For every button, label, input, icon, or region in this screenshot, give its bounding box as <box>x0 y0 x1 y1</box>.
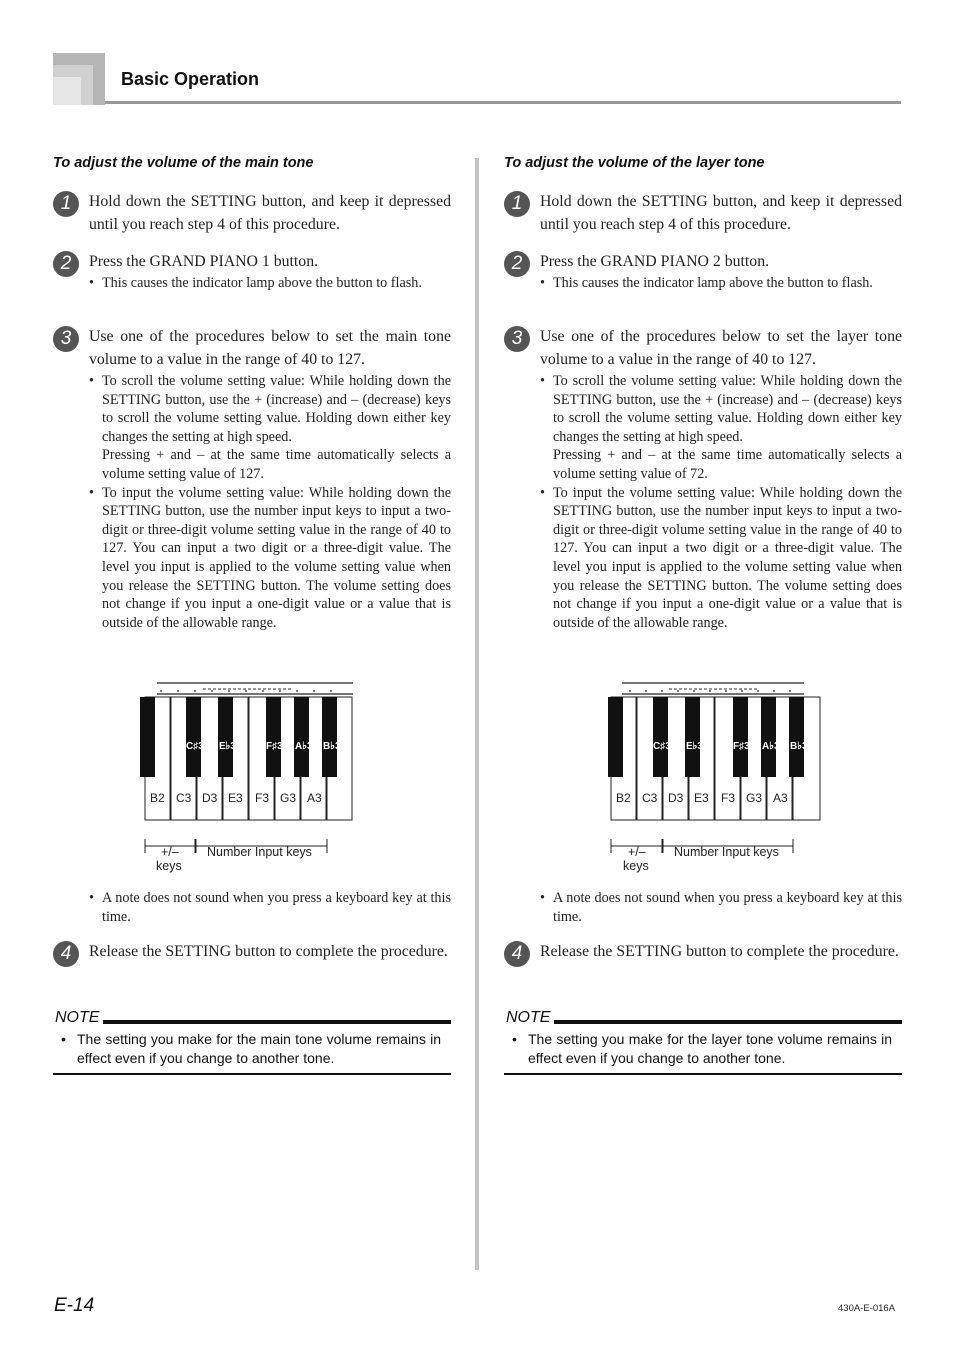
white-key-label: C3 <box>176 791 192 805</box>
black-key-label: C♯3 <box>186 741 204 752</box>
white-key-label: A3 <box>307 791 322 805</box>
bullet-item: • This causes the indicator lamp above the button to flash. <box>540 274 902 293</box>
step-number-icon: 3 <box>504 326 530 352</box>
plusminus-label: +/– <box>161 845 179 859</box>
document-code: 430A-E-016A <box>838 1303 896 1314</box>
black-key-label: A♭3 <box>295 741 313 752</box>
step-text: Use one of the procedures below to set the main tone volume to a value in the range of 40 to 127. <box>89 328 451 368</box>
white-key-label: E3 <box>228 791 243 805</box>
step-2 <box>53 251 451 274</box>
note-body <box>61 1030 441 1067</box>
black-key-label: A♭3 <box>762 741 780 752</box>
keys-label: keys <box>623 859 649 873</box>
bullet-item: • A note does not sound when you press a keyboard key at this time. <box>540 889 902 926</box>
black-key-label: C♯3 <box>653 741 671 752</box>
keys-label: keys <box>156 859 182 873</box>
step-2-bullets <box>89 274 451 293</box>
white-key-label: G3 <box>746 791 763 805</box>
step-text: Hold down the SETTING button, and keep it depressed until you reach step 4 of this procedure. <box>89 193 451 233</box>
white-key-label: C3 <box>642 791 658 805</box>
bullet-item: • This causes the indicator lamp above the button to flash. <box>89 274 451 293</box>
section-title: Basic Operation <box>121 69 260 89</box>
note-rule <box>554 1020 902 1024</box>
step-text: Release the SETTING button to complete the procedure. <box>540 943 899 960</box>
step-3 <box>53 326 451 371</box>
black-key-label: B♭3 <box>323 741 341 752</box>
black-key-label: E♭3 <box>686 741 703 752</box>
white-key-label: G3 <box>280 791 297 805</box>
white-key-label: E3 <box>694 791 709 805</box>
note-bottom-rule <box>53 1073 451 1075</box>
black-key-label: F♯3 <box>266 741 283 752</box>
column-subhead: To adjust the volume of the layer tone <box>504 155 765 171</box>
white-key-label: B2 <box>150 791 165 805</box>
bullet-continuation: Pressing + and – at the same time automatically selects a volume setting value of 72. <box>553 447 902 482</box>
bullet-item: • To input the volume setting value: While holding down the SETTING button, use the number input keys to input a two-digit or three-digit volume setting value in the range of 40 to 127. You can input a two digit or a three-digit value. The level you input is applied to the volume setting value when you release the SETTING button. The volume setting does not change if you input a one-digit value or a value that is outside of the allowable range. <box>89 484 451 633</box>
column-divider <box>475 158 479 1270</box>
step-number-icon: 3 <box>53 326 79 352</box>
page-number: E-14 <box>54 1295 95 1316</box>
header-rule <box>105 101 901 104</box>
step-number-icon: 1 <box>53 191 79 217</box>
step-4 <box>53 941 451 964</box>
step-number-icon: 4 <box>53 941 79 967</box>
white-key-label: D3 <box>668 791 684 805</box>
note-header <box>504 1009 902 1029</box>
bullet-continuation: Pressing + and – at the same time automatically selects a volume setting value of 127. <box>102 447 451 482</box>
after-diagram-bullets <box>89 889 451 926</box>
white-key-label: B2 <box>616 791 631 805</box>
step-text: Press the GRAND PIANO 1 button. <box>89 253 319 270</box>
note-body <box>512 1030 892 1067</box>
plusminus-label: +/– <box>628 845 646 859</box>
note-bottom-rule <box>504 1073 902 1075</box>
note-header <box>53 1009 451 1029</box>
header-tab-graphic-inner <box>53 77 81 105</box>
white-key-label: F3 <box>721 791 736 805</box>
step-number-icon: 2 <box>504 251 530 277</box>
note-rule <box>103 1020 451 1024</box>
bullet-item: • To input the volume setting value: While holding down the SETTING button, use the number input keys to input a two-digit or three-digit volume setting value in the range of 40 to 127. You can input a two digit or a three-digit value. The level you input is applied to the volume setting value when you release the SETTING button. The volume setting does not change if you input a one-digit value or a value that is outside of the allowable range. <box>540 484 902 633</box>
note-label: NOTE <box>506 1009 551 1026</box>
keyboard-diagram <box>53 681 451 886</box>
black-key-label: F♯3 <box>733 741 750 752</box>
note-label: NOTE <box>55 1009 100 1026</box>
step-1 <box>53 191 451 236</box>
keyboard-diagram <box>504 681 902 886</box>
after-diagram-bullets <box>540 889 902 926</box>
bullet-item: • A note does not sound when you press a keyboard key at this time. <box>89 889 451 926</box>
note-item: • The setting you make for the layer tone volume remains in effect even if you change to another tone. <box>512 1030 892 1067</box>
step-3-bullets <box>540 372 902 632</box>
step-number-icon: 4 <box>504 941 530 967</box>
black-key-label: B♭3 <box>790 741 808 752</box>
step-2-bullets <box>540 274 902 293</box>
column-subhead: To adjust the volume of the main tone <box>53 155 314 171</box>
step-text: Press the GRAND PIANO 2 button. <box>540 253 770 270</box>
step-text: Release the SETTING button to complete the procedure. <box>89 943 448 960</box>
step-1 <box>504 191 902 236</box>
step-number-icon: 2 <box>53 251 79 277</box>
bullet-item: • To scroll the volume setting value: While holding down the SETTING button, use the + (increase) and – (decrease) keys to scroll the volume setting value. Holding down either key changes the setting at high speed. <box>89 372 451 446</box>
bullet-item: • To scroll the volume setting value: While holding down the SETTING button, use the + (increase) and – (decrease) keys to scroll the volume setting value. Holding down either key changes the setting at high speed. <box>540 372 902 446</box>
step-number-icon: 1 <box>504 191 530 217</box>
step-3 <box>504 326 902 371</box>
step-text: Use one of the procedures below to set the layer tone volume to a value in the range of 40 to 127. <box>540 328 902 368</box>
step-2 <box>504 251 902 274</box>
number-input-label: Number Input keys <box>207 845 312 859</box>
number-input-label: Number Input keys <box>674 845 779 859</box>
step-text: Hold down the SETTING button, and keep it depressed until you reach step 4 of this procedure. <box>540 193 902 233</box>
white-key-label: A3 <box>773 791 788 805</box>
white-key-label: D3 <box>202 791 218 805</box>
step-4 <box>504 941 902 964</box>
step-3-bullets <box>89 372 451 632</box>
white-key-label: F3 <box>255 791 270 805</box>
black-key-label: E♭3 <box>219 741 236 752</box>
note-item: • The setting you make for the main tone volume remains in effect even if you change to another tone. <box>61 1030 441 1067</box>
